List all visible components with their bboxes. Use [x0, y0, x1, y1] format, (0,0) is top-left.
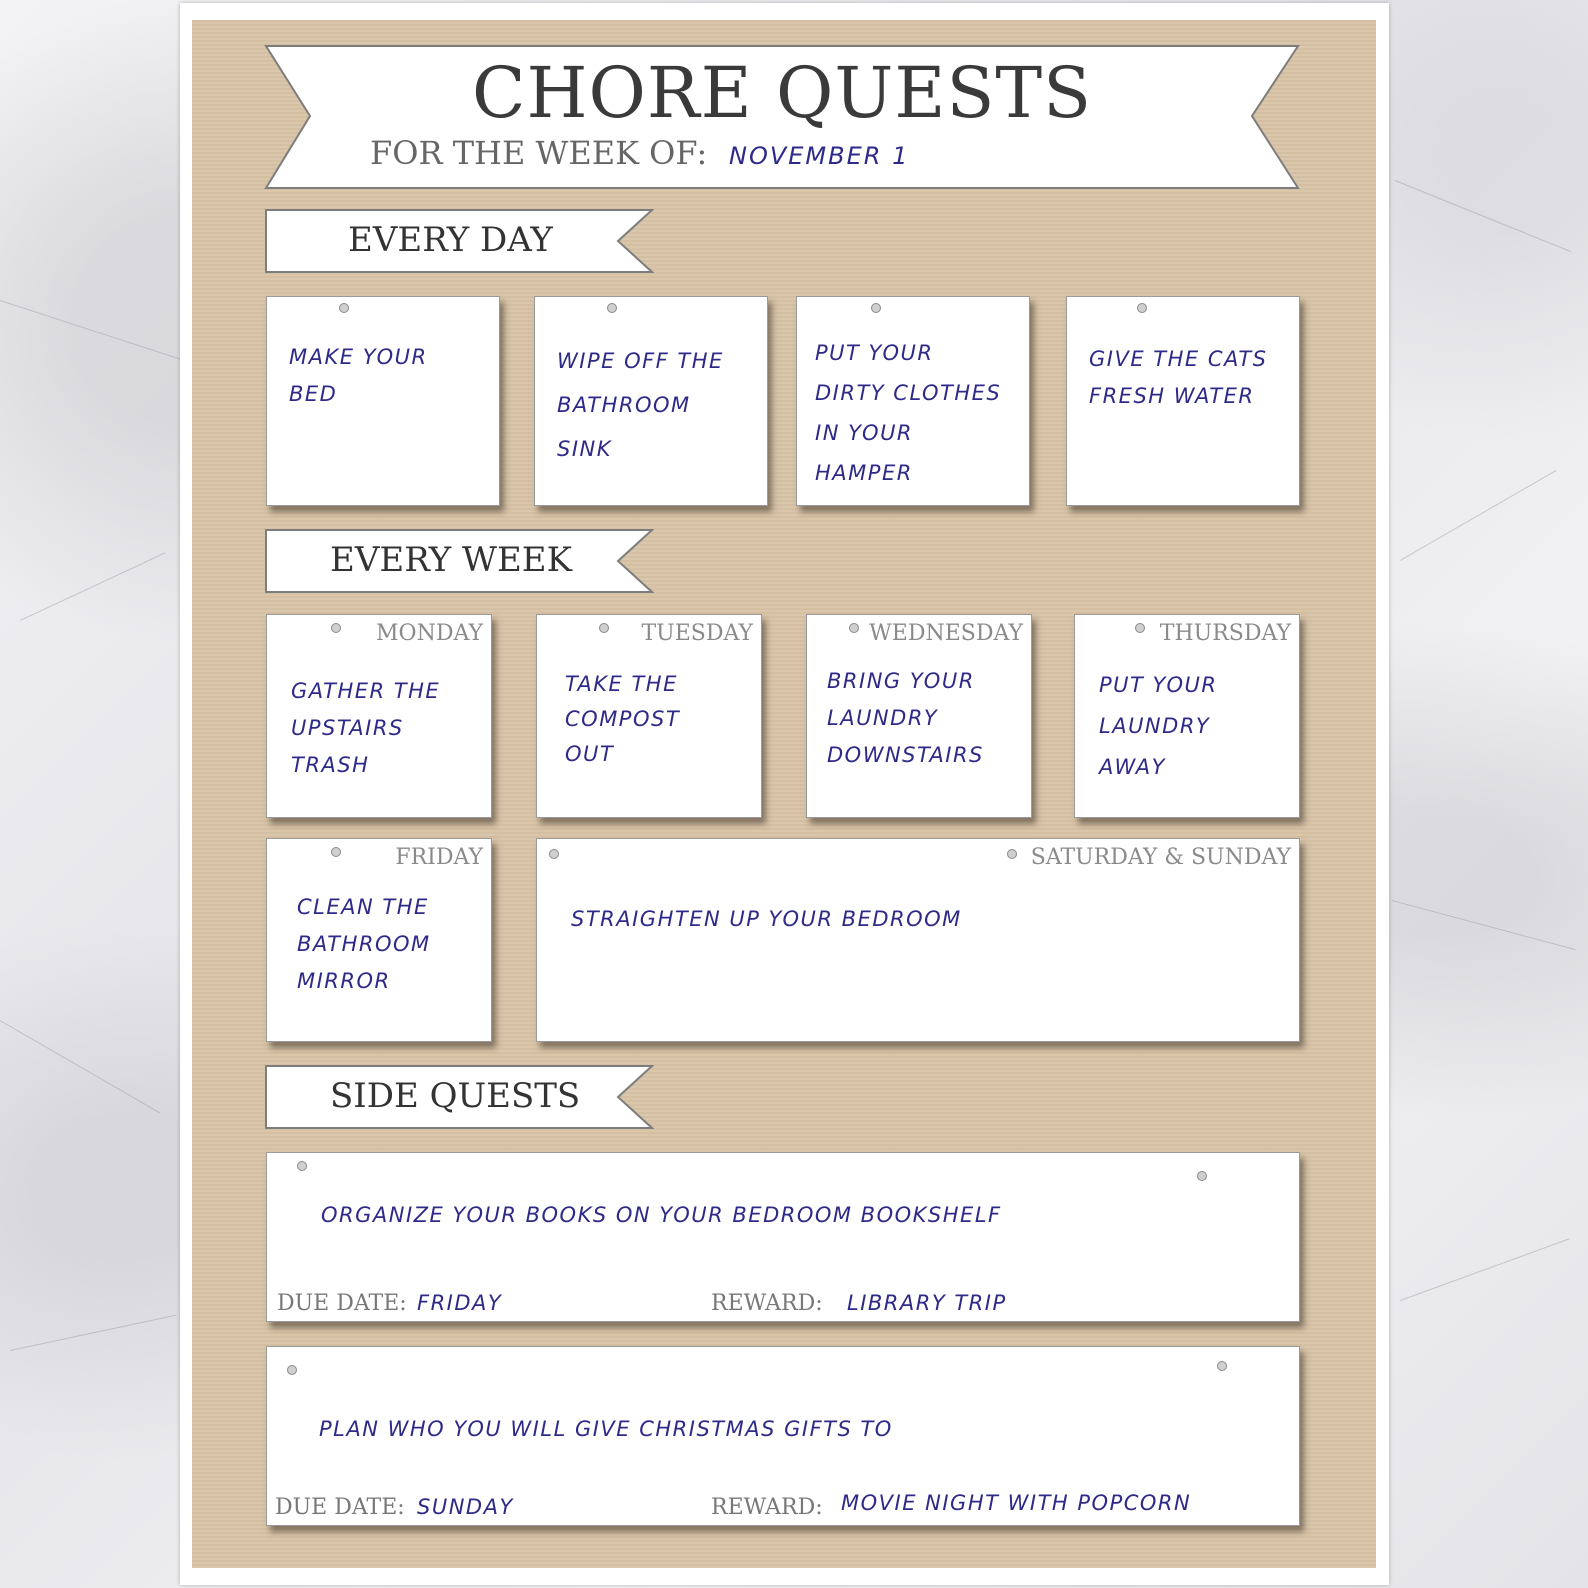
pin-icon: [297, 1161, 307, 1171]
reward-label: REWARD:: [711, 1291, 823, 1316]
every-day-card: [1066, 296, 1300, 506]
task-text: ORGANIZE YOUR BOOKS ON YOUR BEDROOM BOOKSHELF: [321, 1203, 1002, 1227]
task-text: GATHER THE UPSTAIRS TRASH: [291, 679, 441, 777]
pin-icon: [599, 623, 609, 633]
marble-vein: [10, 1315, 176, 1351]
page-title: CHORE QUESTS: [471, 52, 1093, 134]
marble-vein: [1392, 900, 1576, 950]
weekday-card-wednesday: [806, 614, 1032, 818]
marble-vein: [1400, 1238, 1569, 1301]
due-date-label: DUE DATE:: [277, 1291, 407, 1316]
task-text: BRING YOUR LAUNDRY DOWNSTAIRS: [827, 669, 984, 767]
reward-value: MOVIE NIGHT WITH POPCORN: [841, 1491, 1192, 1515]
marble-vein: [20, 552, 165, 621]
pin-icon: [549, 849, 559, 859]
marble-vein: [0, 300, 181, 360]
day-label: TUESDAY: [641, 621, 753, 646]
chore-board: [192, 20, 1376, 1568]
weekend-card: [536, 838, 1300, 1042]
day-label: FRIDAY: [395, 845, 483, 870]
weekday-card-tuesday: [536, 614, 762, 818]
weekday-card-thursday: [1074, 614, 1300, 818]
pin-icon: [849, 623, 859, 633]
pin-icon: [1135, 623, 1145, 633]
pin-icon: [331, 623, 341, 633]
marble-vein: [0, 1020, 160, 1113]
reward-label: REWARD:: [711, 1495, 823, 1520]
due-date-label: DUE DATE:: [275, 1495, 405, 1520]
marble-vein: [1400, 470, 1556, 561]
week-label: FOR THE WEEK OF:: [370, 134, 708, 172]
title-banner: [264, 44, 1300, 190]
side-quest-card: [266, 1346, 1300, 1526]
day-label: THURSDAY: [1159, 621, 1291, 646]
task-text: STRAIGHTEN UP YOUR BEDROOM: [571, 907, 962, 931]
day-label: MONDAY: [376, 621, 483, 646]
section-title-every-week: EVERY WEEK: [330, 540, 572, 580]
task-text: PUT YOUR LAUNDRY AWAY: [1099, 673, 1218, 779]
every-day-card: [266, 296, 500, 506]
task-text: PLAN WHO YOU WILL GIVE CHRISTMAS GIFTS TO: [319, 1417, 893, 1441]
pin-icon: [287, 1365, 297, 1375]
section-title-side-quests: SIDE QUESTS: [330, 1076, 581, 1116]
pin-icon: [339, 303, 349, 313]
weekday-card-friday: [266, 838, 492, 1042]
side-quest-card: [266, 1152, 1300, 1322]
pin-icon: [1217, 1361, 1227, 1371]
every-day-card: [534, 296, 768, 506]
section-banner-every-week: [264, 528, 654, 594]
pin-icon: [607, 303, 617, 313]
task-text: PUT YOUR DIRTY CLOTHES IN YOUR HAMPER: [815, 341, 1002, 485]
section-title-every-day: EVERY DAY: [348, 220, 553, 260]
weekday-card-monday: [266, 614, 492, 818]
task-text: TAKE THE COMPOST OUT: [565, 672, 681, 766]
pin-icon: [331, 847, 341, 857]
day-label: SATURDAY & SUNDAY: [1030, 845, 1291, 870]
reward-value: LIBRARY TRIP: [847, 1291, 1007, 1315]
task-text: WIPE OFF THE BATHROOM SINK: [557, 349, 724, 461]
pin-icon: [1197, 1171, 1207, 1181]
day-label: WEDNESDAY: [869, 621, 1023, 646]
due-date-value: FRIDAY: [417, 1291, 503, 1315]
pin-icon: [1137, 303, 1147, 313]
week-value: NOVEMBER 1: [729, 142, 910, 170]
task-text: GIVE THE CATS FRESH WATER: [1089, 347, 1268, 408]
section-banner-side-quests: [264, 1064, 654, 1130]
task-text: CLEAN THE BATHROOM MIRROR: [297, 895, 431, 993]
marble-vein: [1395, 180, 1572, 252]
due-date-value: SUNDAY: [417, 1495, 514, 1519]
pin-icon: [871, 303, 881, 313]
every-day-card: [796, 296, 1030, 506]
task-text: MAKE YOUR BED: [289, 345, 428, 406]
section-banner-every-day: [264, 208, 654, 274]
pin-icon: [1007, 849, 1017, 859]
